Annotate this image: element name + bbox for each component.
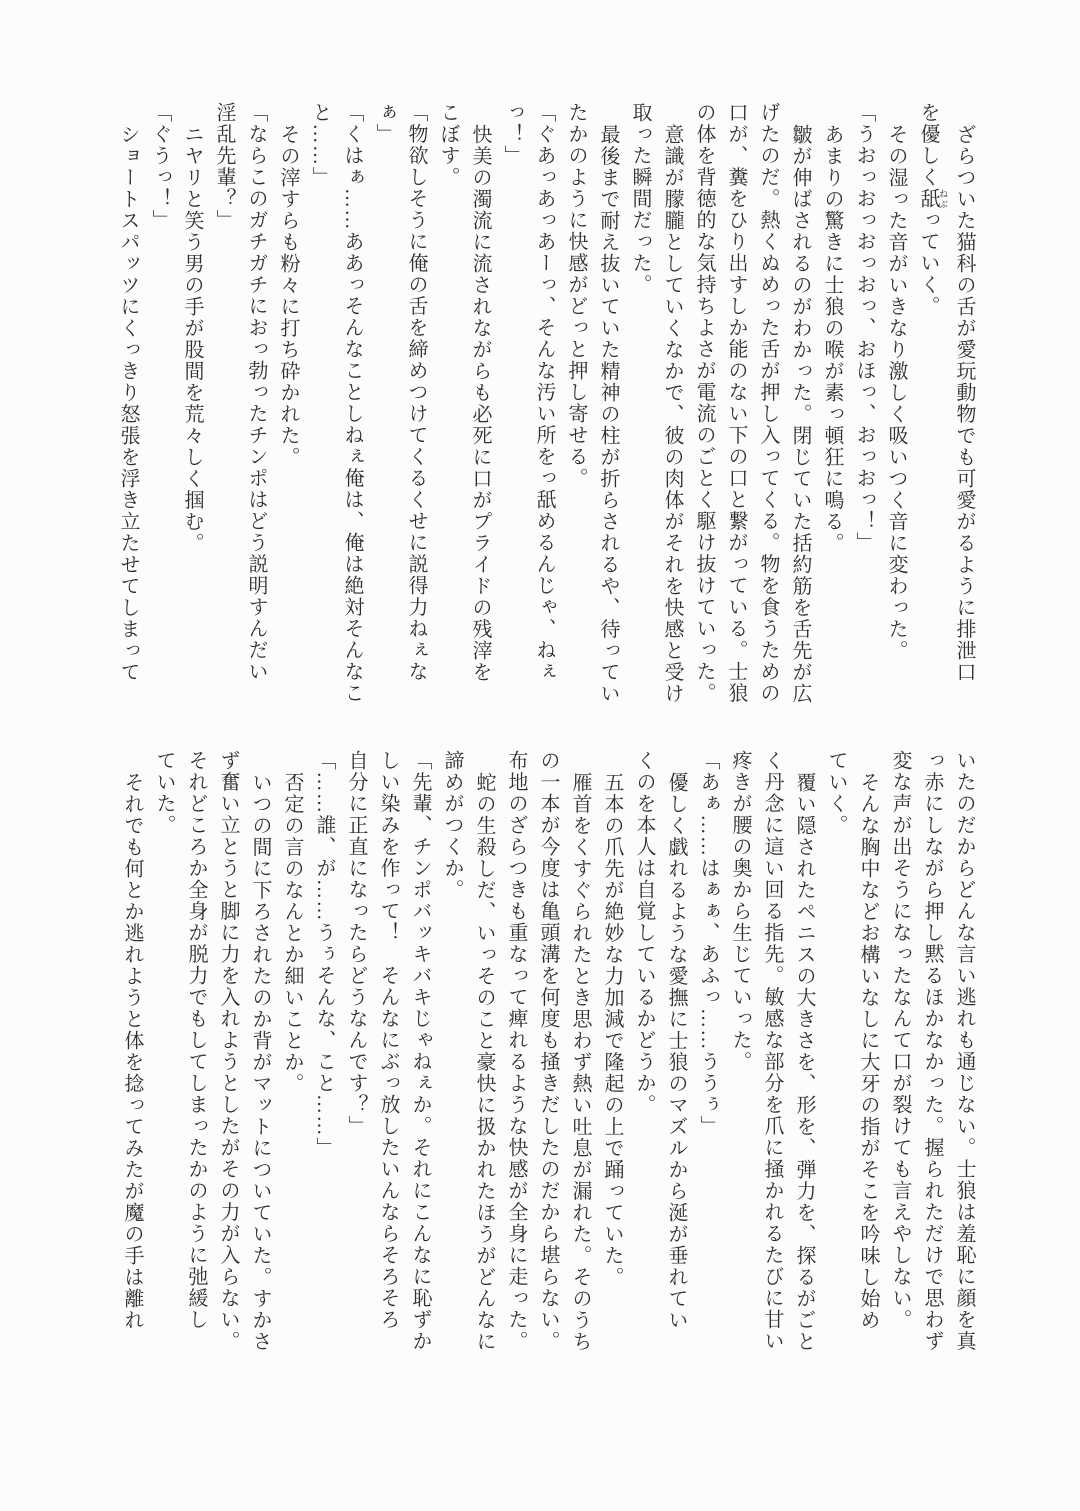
- text-line: 否定の言のなんとか細いことか。: [281, 771, 303, 1094]
- text-line: く丹念に這い回る指先。敏感な部分を爪に掻かれるたびに甘い: [761, 750, 783, 1352]
- text-line: 「ならこのガチガチにおっ勃ったチンポはどう説明すんだい: [245, 102, 267, 683]
- text-line: ショートスパッツにくっきり怒張を浮き立たせてしまって: [117, 123, 139, 683]
- text-line: 蛇の生殺しだ、いっそのこと豪快に扱かれたほうがどんなに: [473, 771, 495, 1352]
- text-line: あまりの驚きに士狼の喉が素っ頓狂に鳴る。: [821, 123, 843, 554]
- ruby-annotation: 舐 ねぶ: [917, 188, 948, 210]
- text-line: いつの間に下ろされたのか背がマットについていた。すかさ: [249, 771, 271, 1352]
- text-line: それでも何とか逃れようと体を捻ってみたが魔の手は離れ: [121, 771, 143, 1331]
- text-line: たかのように快感がどっと押し寄せる。: [565, 102, 587, 489]
- text-line: 「あぁ……はぁぁ、あふっ……ううぅ」: [697, 750, 719, 1137]
- text-line: 優しく戯れるような愛撫に士狼のマズルから涎が垂れてい: [665, 771, 687, 1331]
- text-line: 最後まで耐え抜いていた精神の柱が折らされるや、待ってい: [597, 123, 619, 704]
- text-line: 疼きが腰の奥から生じていった。: [729, 750, 751, 1073]
- text-line: 快美の濁流に流されながらも必死に口がプライドの残滓を: [469, 123, 491, 683]
- text-line: 「物欲しそうに俺の舌を締めつけてくるくせに説得力ねぇな: [405, 102, 427, 683]
- text-line: の一本が今度は亀頭溝を何度も掻きだしたのだから堪らない。: [537, 750, 559, 1352]
- text-line: 「ぐあっあっあーっ、そんな汚い所をっ舐めるんじゃ、ねぇ: [533, 102, 555, 683]
- text-line: 五本の爪先が絶妙な力加減で隆起の上で踊っていた。: [601, 771, 623, 1288]
- text-line: 自分に正直になったらどうなんです？」: [345, 750, 367, 1137]
- text-line: いたのだからどんな言い逃れも通じない。士狼は羞恥に顔を真: [953, 750, 975, 1352]
- text-line: しい染みを作って！ そんなにぶっ放したいんならそろそろ: [377, 750, 399, 1331]
- text-line: その滓すらも粉々に打ち砕かれた。: [277, 123, 299, 468]
- text-line: 「ぐうっ！」: [149, 102, 171, 231]
- text-line: 口が、糞をひり出すしか能のない下の口と繋がっている。士狼: [725, 102, 747, 704]
- text-line: ニヤリと笑う男の手が股間を荒々しく掴む。: [181, 123, 203, 554]
- text-line: ず奮い立とうと脚に力を入れようとしたがその力が入らない。: [217, 750, 239, 1352]
- text-line: こぼす。: [437, 102, 459, 188]
- text-block-bottom: [116, 750, 980, 1360]
- text-line: 「先輩、チンポバッキバキじゃねぇか。それにこんなに恥ずか: [409, 750, 431, 1352]
- text-line: それどころか全身が脱力でもしてしまったかのように弛緩し: [185, 750, 207, 1331]
- text-line: 雁首をくすぐられたとき思わず熱い吐息が漏れた。そのうち: [569, 771, 591, 1352]
- text-line: 「……誰、が……うぅそんな、こと……」: [313, 750, 335, 1159]
- text-line: の体を背徳的な気持ちよさが電流のごとく駆け抜けていった。: [693, 102, 715, 704]
- text-line: 諦めがつくか。: [441, 750, 463, 901]
- text-line: 「くはぁ……ああっそんなことしねぇ俺は、俺は絶対そんなこ: [341, 102, 363, 704]
- text-line: 覆い隠されたペニスの大きさを、形を、弾力を、探るがごと: [793, 771, 815, 1352]
- text-line: げたのだ。熱くぬめった舌が押し入ってくる。物を食うための: [757, 102, 779, 704]
- text-line: 皺が伸ばされるのがわかった。閉じていた括約筋を舌先が広: [789, 123, 811, 704]
- text-line: っ！」: [501, 102, 523, 167]
- text-line: 「うおっおっおっおっ、おほっ、おっおっ！」: [853, 102, 875, 554]
- text-line: ていく。: [825, 750, 847, 836]
- text-line: くのを本人は自覚しているかどうか。: [633, 750, 655, 1116]
- text-line: 布地のざらつきも重なって痺れるような快感が全身に走った。: [505, 750, 527, 1352]
- text-block-top: [112, 102, 980, 712]
- text-line: を優しく舐 ねぶっていく。: [917, 102, 948, 317]
- text-line: っ赤にしながら押し黙るほかなかった。握られただけで思わず: [921, 750, 943, 1352]
- text-line: と……」: [309, 102, 331, 188]
- text-line: ぁ」: [373, 102, 395, 145]
- text-line: 取った瞬間だった。: [629, 102, 651, 296]
- text-line: 意識が朦朧としていくなかで、彼の肉体がそれを快感と受け: [661, 123, 683, 704]
- text-line: ていた。: [153, 750, 175, 836]
- text-line: そんな胸中などお構いなしに大牙の指がそこを吟味し始め: [857, 771, 879, 1331]
- text-line: その湿った音がいきなり激しく吸いつく音に変わった。: [885, 123, 907, 661]
- text-line: ざらついた猫科の舌が愛玩動物でも可愛がるように排泄口: [953, 123, 975, 683]
- text-line: 変な声が出そうになったなんて口が裂けても言えやしない。: [889, 750, 911, 1331]
- text-line: 淫乱先輩？」: [213, 102, 235, 231]
